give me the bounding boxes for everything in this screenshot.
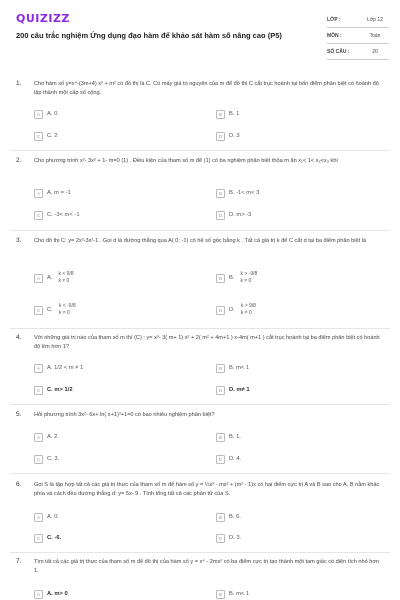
option-a[interactable] [34, 108, 57, 120]
question-7 [10, 558, 390, 600]
question-number: 4. [16, 334, 22, 341]
question-text: Cho hàm số y=x⁴-(3m+4) x² + m² có đồ thị là C. Có mấy giá trị nguyên của m để đồ thị C cắt trục hoành tại bốn điểm phân biệt có hoành độ lập thành một cấp số cộng. [34, 81, 379, 96]
option-text: C. -3< m< -1 [47, 212, 80, 218]
condition-line: k < -9/8 [58, 303, 76, 309]
option-text: D. 3 [229, 133, 240, 139]
question-number: 1. [16, 80, 22, 87]
question-2 [10, 157, 390, 229]
option-letter: C [34, 386, 43, 395]
option-text: C. -6. [47, 535, 62, 541]
option-letter: B [216, 364, 225, 373]
option-b[interactable] [216, 362, 249, 374]
meta-label: LỚP : [327, 16, 341, 23]
option-text: B. 6. [229, 514, 241, 520]
meta-value: Lớp 12 [367, 16, 383, 23]
divider [10, 230, 390, 231]
option-condition [58, 271, 73, 285]
question-text: Cho phương trình x³- 3x² + 1- m=0 (1) . Điều kiện của tham số m để (1) có ba nghiệm phân biệt thỏa m ãn x₁< 1< x₂<x₃ khi [34, 158, 338, 164]
option-condition [59, 303, 76, 317]
option-c[interactable] [34, 453, 59, 465]
option-a[interactable] [34, 187, 71, 199]
option-d[interactable] [216, 453, 241, 465]
option-letter: D [216, 534, 225, 543]
option-letter: B [216, 590, 225, 599]
option-c[interactable] [34, 209, 80, 221]
option-b[interactable] [216, 588, 249, 600]
option-letter: C [34, 132, 43, 141]
option-condition [241, 303, 256, 317]
meta-label: MÔN : [327, 32, 342, 39]
option-text: B. [229, 275, 235, 281]
option-text: A. 0 [47, 111, 58, 117]
option-b[interactable] [216, 187, 259, 199]
meta-row-class [327, 12, 389, 28]
option-text: A. 2. [47, 434, 59, 440]
question-text: Cho đồ thị C: y= 2x³-3x²-1 . Gọi d là đường thẳng qua A( 0; -1) có hệ số góc bằng k . Tất cả giá trị k để C cắt d tại ba điểm phân biệt là [34, 238, 367, 244]
meta-row-subject [327, 28, 389, 44]
option-letter: D [216, 455, 225, 464]
meta-value: 20 [372, 48, 378, 55]
option-letter: A [34, 590, 43, 599]
option-letter: C [34, 534, 43, 543]
condition-line: k > -9/8 [240, 271, 258, 277]
question-number: 2. [16, 157, 22, 164]
option-letter: D [216, 132, 225, 141]
option-letter: B [216, 433, 225, 442]
question-4 [10, 334, 390, 404]
option-text: A. [47, 275, 53, 281]
option-text: C. 2 [47, 133, 58, 139]
meta-table [327, 12, 389, 60]
option-text: A. 1/2 < m ≠ 1 [47, 365, 84, 371]
option-text: D. [229, 307, 235, 313]
option-letter: B [216, 189, 225, 198]
option-letter: D [216, 306, 225, 315]
option-b[interactable] [216, 431, 241, 443]
option-b[interactable] [216, 267, 257, 289]
option-letter: A [34, 189, 43, 198]
condition-line: k > 9/8 [240, 303, 256, 309]
meta-label: SỐ CÂU : [327, 48, 350, 55]
question-number: 5. [16, 411, 22, 418]
option-text: A. m = -1 [47, 190, 71, 196]
divider [10, 404, 390, 405]
option-d[interactable] [216, 209, 251, 221]
question-text: Tìm tất cả các giá trị thực của tham số m để đồ thị của hàm số y = x⁴ - 2mx² có ba điểm cực trị tạo thành một tam giác có diện tích nhỏ hơn 1. [34, 559, 380, 574]
page-header [0, 0, 400, 62]
question-1 [10, 80, 390, 150]
question-text: Hỏi phương trình 3x²- 6x+ ln( x+1)³+1=0 có bao nhiêu nghiệm phân biệt? [34, 412, 215, 418]
option-text: B. m< 1 [229, 365, 250, 371]
option-letter: D [216, 211, 225, 220]
option-a[interactable] [34, 511, 59, 523]
divider [10, 150, 390, 151]
question-5 [10, 411, 390, 471]
question-3 [10, 237, 390, 329]
condition-line: k ≠ 0 [58, 278, 70, 284]
option-a[interactable] [34, 588, 68, 600]
option-letter: A [34, 433, 43, 442]
meta-row-count [327, 44, 389, 60]
option-b[interactable] [216, 511, 241, 523]
option-letter: C [34, 455, 43, 464]
option-d[interactable] [216, 299, 256, 321]
option-letter: A [34, 274, 43, 283]
option-text: A. m> 0 [47, 591, 68, 597]
option-c[interactable] [34, 384, 73, 396]
option-c[interactable] [34, 299, 76, 321]
option-text: B. 1 [229, 111, 240, 117]
option-letter: B [216, 274, 225, 283]
option-d[interactable] [216, 384, 250, 396]
option-letter: D [216, 386, 225, 395]
condition-line: k ≠ 0 [58, 310, 70, 316]
divider [10, 473, 390, 474]
option-text: C. m> 1/2 [47, 387, 73, 393]
option-letter: C [34, 306, 43, 315]
option-d[interactable] [216, 532, 241, 544]
option-text: D. m> -3 [229, 212, 252, 218]
option-a[interactable] [34, 267, 74, 289]
page-title: 200 câu trắc nghiệm Ứng dụng đạo hàm để khảo sát hàm số nâng cao (P5) [16, 31, 282, 40]
option-c[interactable] [34, 130, 58, 142]
option-text: B. m< 1 [229, 591, 250, 597]
option-letter: B [216, 110, 225, 119]
option-letter: A [34, 364, 43, 373]
option-letter: B [216, 513, 225, 522]
option-letter: A [34, 110, 43, 119]
option-c[interactable] [34, 532, 61, 544]
option-a[interactable] [34, 431, 59, 443]
option-letter: A [34, 513, 43, 522]
option-b[interactable] [216, 108, 239, 120]
option-letter: C [34, 211, 43, 220]
option-text: A. 0. [47, 514, 59, 520]
option-text: B. 1. [229, 434, 241, 440]
question-number: 6. [16, 481, 22, 488]
option-text: C. [47, 307, 53, 313]
meta-value: Toán [369, 32, 381, 39]
question-number: 7. [16, 558, 22, 565]
option-text: D. 3. [229, 535, 242, 541]
question-6 [10, 481, 390, 551]
option-text: C. 3. [47, 456, 60, 462]
question-text: Với những giá trị nào của tham số m thì (C) : y= x³- 3( m+ 1) x² + 2( m² + 4m+1 ) x-4m( m+1 ) cắt trục hoành tại ba điểm phân biệt có hoành độ lớn hơn 1? [34, 335, 380, 350]
condition-line: k < 9/8 [58, 271, 74, 277]
option-condition [240, 271, 257, 285]
divider [10, 552, 390, 553]
condition-line: k ≠ 0 [240, 310, 252, 316]
option-text: B. -1< m< 3 [229, 190, 260, 196]
condition-line: k ≠ 0 [240, 278, 252, 284]
option-text: D. 4. [229, 456, 242, 462]
question-text: Gọi S là tập hợp tất cả các giá trị thực của tham số m để hàm số y = ⅓x³ - mx² + (m² - 1)x có hai điểm cực trị A và B sao cho A, B nằm khác phía và cách đều đường thẳng d: y= 5x- 9 . Tính tổng tất cả các phần tử của S. [34, 482, 380, 497]
option-d[interactable] [216, 130, 240, 142]
quizizz-logo: QUIZIZZ [16, 12, 70, 25]
divider [10, 328, 390, 329]
option-a[interactable] [34, 362, 83, 374]
option-text: D. m≠ 1 [229, 387, 250, 393]
question-number: 3. [16, 237, 22, 244]
